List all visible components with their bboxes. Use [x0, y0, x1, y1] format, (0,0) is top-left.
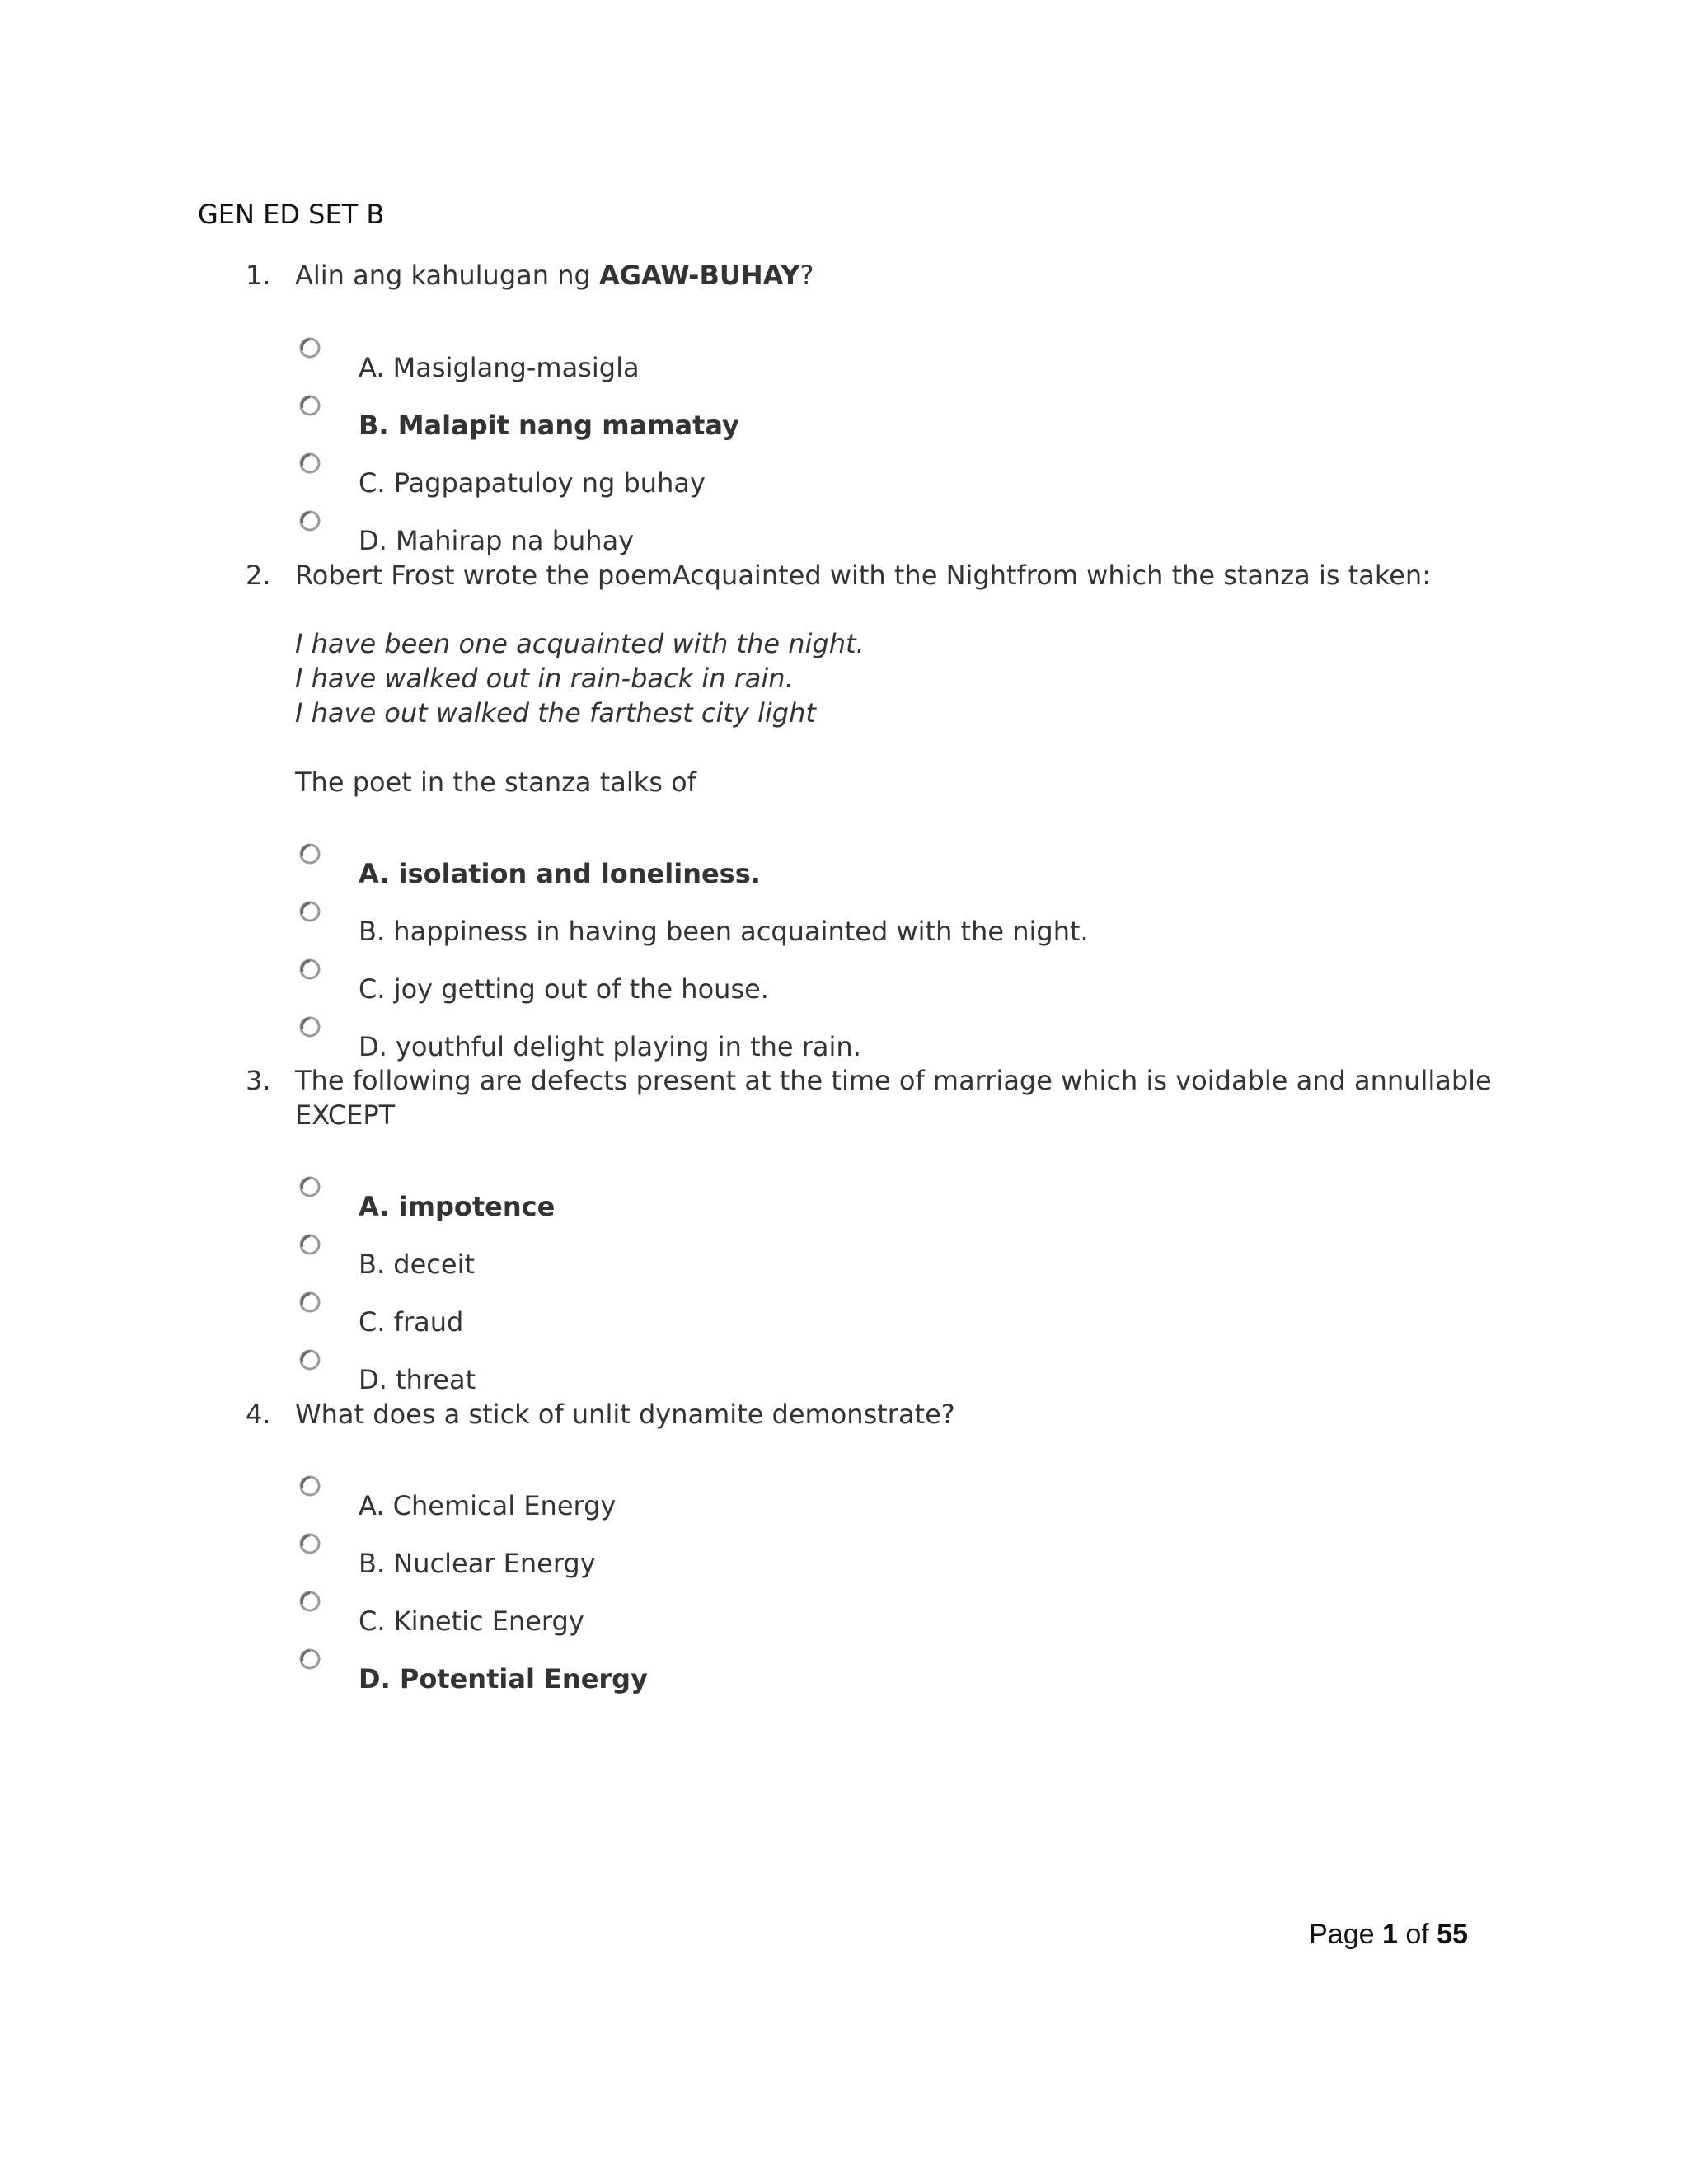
- radio-icon[interactable]: [298, 393, 322, 418]
- radio-icon[interactable]: [298, 841, 322, 866]
- question-4-option-c[interactable]: C. Kinetic Energy: [359, 1605, 584, 1637]
- question-1-option-a[interactable]: A. Masiglang-masigla: [359, 352, 640, 383]
- radio-icon[interactable]: [298, 1232, 322, 1257]
- page-header-title: GEN ED SET B: [198, 199, 385, 230]
- question-4-text: What does a stick of unlit dynamite demonstrate?: [295, 1399, 955, 1430]
- question-3-text-line-2: EXCEPT: [295, 1099, 396, 1131]
- question-2-prompt: The poet in the stanza talks of: [295, 766, 696, 798]
- question-4-number: 4.: [246, 1399, 271, 1430]
- page-number: [1309, 1920, 1468, 1948]
- radio-icon[interactable]: [298, 1647, 322, 1671]
- radio-icon[interactable]: [298, 1290, 322, 1315]
- question-1-option-d[interactable]: D. Mahirap na buhay: [359, 525, 635, 556]
- question-3-option-b[interactable]: B. deceit: [359, 1249, 476, 1280]
- stanza-line-2: I have walked out in rain-back in rain.: [295, 663, 794, 694]
- radio-icon[interactable]: [298, 1531, 322, 1556]
- radio-icon[interactable]: [298, 1015, 322, 1039]
- question-3-option-a[interactable]: A. impotence: [359, 1191, 556, 1222]
- question-2-text: Robert Frost wrote the poemAcquainted with the Nightfrom which the stanza is taken:: [295, 560, 1431, 591]
- question-1-number: 1.: [246, 260, 271, 291]
- radio-icon[interactable]: [298, 509, 322, 533]
- question-3-option-d[interactable]: D. threat: [359, 1364, 476, 1395]
- question-2-option-a[interactable]: A. isolation and loneliness.: [359, 858, 761, 889]
- radio-icon[interactable]: [298, 899, 322, 924]
- question-4-option-a[interactable]: A. Chemical Energy: [359, 1490, 617, 1521]
- stanza-line-3: I have out walked the farthest city light: [295, 697, 816, 729]
- question-1-option-b[interactable]: B. Malapit nang mamatay: [359, 410, 739, 441]
- question-1-keyword: AGAW-BUHAY: [598, 260, 800, 291]
- stanza-line-1: I have been one acquainted with the night.: [295, 628, 865, 659]
- page-total: 55: [1437, 1919, 1468, 1950]
- question-2-option-d[interactable]: D. youthful delight playing in the rain.: [359, 1031, 861, 1062]
- question-3-option-c[interactable]: C. fraud: [359, 1306, 464, 1338]
- question-4-option-d[interactable]: D. Potential Energy: [359, 1663, 648, 1694]
- radio-icon[interactable]: [298, 451, 322, 476]
- radio-icon[interactable]: [298, 1589, 322, 1614]
- page-word: Page: [1309, 1919, 1375, 1950]
- radio-icon[interactable]: [298, 1347, 322, 1372]
- question-1-text-end: ?: [799, 260, 814, 291]
- of-word: of: [1405, 1919, 1429, 1950]
- radio-icon[interactable]: [298, 1174, 322, 1199]
- question-1-option-c[interactable]: C. Pagpapatuloy ng buhay: [359, 467, 706, 499]
- question-2-option-b[interactable]: B. happiness in having been acquainted with the night.: [359, 916, 1089, 947]
- question-3-number: 3.: [246, 1065, 271, 1096]
- question-1-text: [295, 260, 814, 291]
- question-1-text-start: Alin ang kahulugan ng: [295, 260, 599, 291]
- page-current: 1: [1381, 1919, 1398, 1950]
- question-2-number: 2.: [246, 560, 271, 591]
- radio-icon[interactable]: [298, 335, 322, 360]
- question-3-text-line-1: The following are defects present at the time of marriage which is voidable and annullable: [295, 1065, 1492, 1096]
- radio-icon[interactable]: [298, 1474, 322, 1498]
- question-4-option-b[interactable]: B. Nuclear Energy: [359, 1548, 596, 1579]
- question-2-option-c[interactable]: C. joy getting out of the house.: [359, 973, 769, 1005]
- radio-icon[interactable]: [298, 957, 322, 982]
